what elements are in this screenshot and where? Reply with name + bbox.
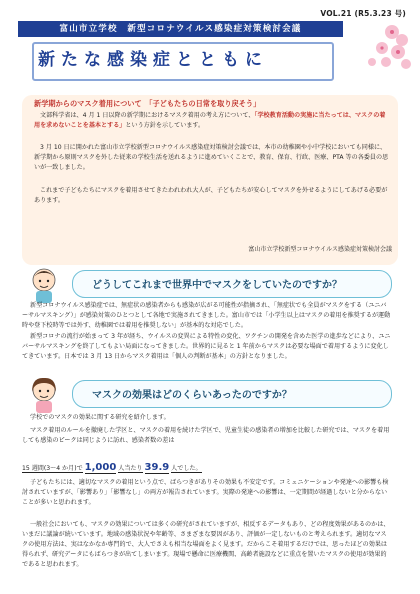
q2-paragraph-1: 学校でのマスクの効果に関する研究を紹介します。: [30, 414, 170, 421]
notice-paragraph-1: [34, 111, 390, 131]
q2-paragraph-3: 子どもたちには、適切なマスクの着用という点で、ばらつきがありその効果も不安定です。コミュニケーションや発達への影響も検討されていますが、「影響あり」「影響なし」の両方が報告されています。実際の発達への影響は、一定期間が経過しないと分からないことが多いと思われます。: [22, 479, 389, 507]
cherry-blossom-icon: [352, 18, 414, 78]
notice-paragraph-2: 3 月 10 日に開かれた富山市立学校新型コロナウイルス感染症対策検討会議では、本市の幼稚園や小中学校においても同様に、新学期から原則マスクを外した従来の学校生活を送れるように進めていくことで、教育、保育、行政、医療、PTA 等の各委員の思いが一致しました。: [34, 144, 389, 172]
page-title: 新たな感染症とともに: [38, 50, 268, 70]
notice-p1-text: 文部科学省は、4 月 1 日以降の新学期におけるマスク着用の考え方について、: [40, 112, 255, 119]
girl-illustration-icon: [24, 374, 64, 414]
stat-value: 39.9: [144, 462, 170, 473]
q1-paragraph-1: 新型コロナウイルス感染症では、無症状の感染者からも感染が広がる可能性が指摘され、「無症状でも全員がマスクをする（ユニバーサルマスキング）」が感染対策のひとつとして各地で実施されてきました。富山市では「小学生以上はマスクの着用を推奨するが運動時や登下校時等では外す、幼稚園では着用を推奨しない」が基本的な対応でした。: [22, 302, 391, 330]
notice-heading: 新学期からのマスク着用について 「子どもたちの日常を取り戻そう」: [34, 99, 261, 108]
q2-paragraph-4: 一般社会においても、マスクの効果については多くの研究がされていますが、相反するデータもあり、どの程度効果があるのかは、いまだに議論が続いています。地域の感染状況や年齢等、さまざまな要因があり、評価が一定しないものと考えられます。適切なマスクの使用方法は、実はなかなか専門的で、大人でさえも相当な場面をよく見ます。だからこそ着用するだけでは、思ったほどの効果は得られず、研究データにもばらつきが出てしまいます。現場で懸命に医療機関、高齢者施設などに重点を置いたマスクの使用が効果的であると思われます。: [22, 521, 390, 569]
stat-people: 1,000: [84, 462, 117, 473]
header-bar: 富山市立学校 新型コロナウイルス感染症対策検討会議: [18, 21, 343, 37]
notice-p1-end: という方針を示しています。: [125, 122, 205, 130]
question-1-title: どうしてこれまで世界中でマスクをしていたのですか？: [92, 280, 342, 291]
stat-end: 人でした。: [171, 465, 202, 472]
q1-paragraph-2: 新型コロナの流行が始まって 3 年が経ち、ウイルスの変異による特性の変化、ワクチンの開発を含めた医学の進歩などにより、ユニバーサルマスキングを終了してもよい局面になってきました。世界的に見ると 1 年前からマスクは必要な場面で着用するように変化してきています。日本では 3 月 13 日からマスク着用は「個人の判断が基本」の方針となりました。: [22, 333, 391, 361]
q2-paragraph-2: マスク着用のルールを撤廃した学区と、マスクの着用を続けた学区で、児童生徒の感染者の増加を比較した研究では、マスクを着用しても感染のピークは同じように訪れ、感染者数の差は: [22, 427, 390, 445]
boy-illustration-icon: [24, 264, 64, 304]
notice-paragraph-3: これまで子どもたちにマスクを着用させてきたわれわれ大人が、子どもたちが安心してマスクを外せるようにしてあげる必要があります。: [34, 187, 388, 205]
stat-line: [22, 462, 202, 475]
notice-p1-highlight: 「学校教育活動の実施に当たっては、マスクの着用を求めないことを基本とする」: [34, 112, 386, 130]
question-2-title: マスクの効果はどのくらいあったのですか？: [92, 390, 292, 401]
notice-signature: 富山市立学校新型コロナウイルス感染症対策検討会議: [248, 246, 392, 253]
volume-label: VOL.21 (R5.3.23 号): [320, 9, 406, 18]
stat-mid: 人当たり: [118, 465, 143, 472]
stat-weeks: 15 週間(3～4 か月)で: [22, 465, 83, 472]
